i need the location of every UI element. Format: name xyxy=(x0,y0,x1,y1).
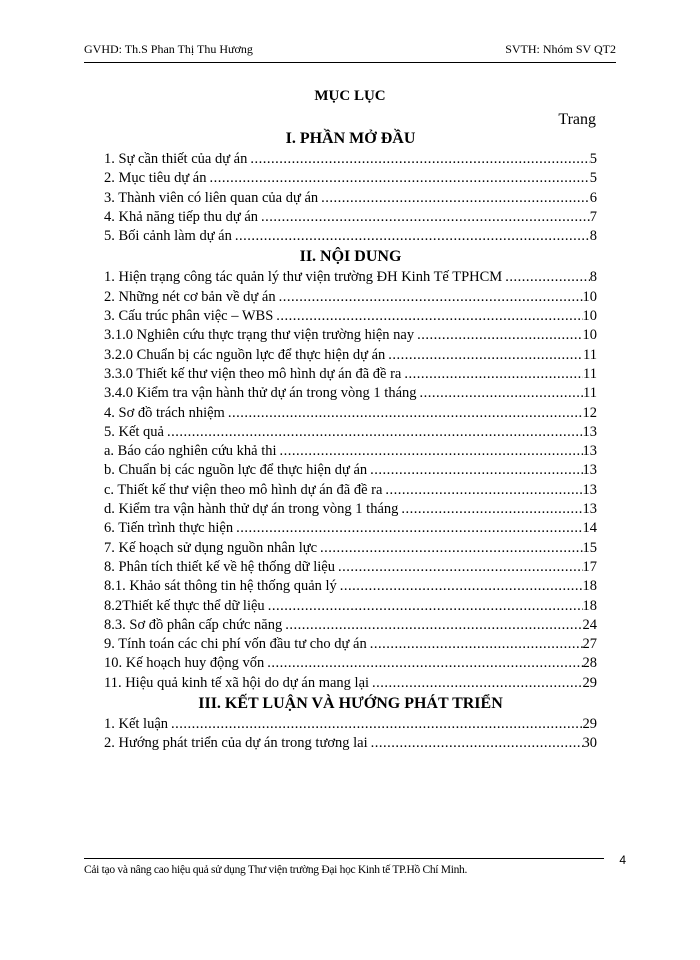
toc-entry-title: 7. Kế hoạch sử dụng nguồn nhân lực xyxy=(104,539,318,556)
toc-entry-title: 3.4.0 Kiểm tra vận hành thử dự án trong vòng 1 tháng xyxy=(104,385,417,402)
toc-entry-title: c. Thiết kế thư viện theo mô hình dự án đã đề ra xyxy=(104,481,383,498)
toc-entry-title: 6. Tiến trình thực hiện xyxy=(104,520,234,537)
toc-entry-page: 11 xyxy=(583,346,597,363)
toc-entry[interactable] xyxy=(104,384,597,403)
toc-entry[interactable] xyxy=(104,227,597,246)
toc-entry-title: 8.2Thiết kế thực thể dữ liệu xyxy=(104,597,265,614)
dot-leader xyxy=(228,404,583,423)
toc-entry-title: 1. Sự cần thiết của dự án xyxy=(104,151,248,167)
dot-leader xyxy=(250,150,589,169)
toc-entry-title: 5. Bối cảnh làm dự án xyxy=(104,228,232,245)
toc-entry-page: 8 xyxy=(589,228,597,245)
toc-entry-page: 29 xyxy=(582,716,597,733)
toc-entry-title: 8.3. Sơ đồ phân cấp chức năng xyxy=(104,616,283,633)
dot-leader xyxy=(417,326,582,345)
toc-entry-title: d. Kiểm tra vận hành thử dự án trong vòng 1 tháng xyxy=(104,501,399,518)
toc-entry-page: 30 xyxy=(582,735,597,752)
dot-leader xyxy=(267,654,582,673)
toc-entry-title: 3.2.0 Chuẩn bị các nguồn lực để thực hiện dự án xyxy=(104,346,386,363)
toc-entry[interactable] xyxy=(104,461,597,480)
toc-entry[interactable] xyxy=(104,654,597,673)
toc-entry-page: 13 xyxy=(582,481,597,498)
dot-leader xyxy=(171,715,582,734)
toc-entry[interactable] xyxy=(104,500,597,519)
toc-entry-title: 8. Phân tích thiết kế về hệ thống dữ liệu xyxy=(104,558,335,575)
toc-entry-title: 3.3.0 Thiết kế thư viện theo mô hình dự án đã đề ra xyxy=(104,365,402,382)
toc-entry-page: 12 xyxy=(582,404,597,421)
toc-entry-page: 10 xyxy=(582,288,597,305)
dot-leader xyxy=(371,734,583,753)
toc-entry-page: 15 xyxy=(582,539,597,556)
toc-entry[interactable] xyxy=(104,539,597,558)
toc-entry[interactable] xyxy=(104,442,597,461)
toc-entry-page: 10 xyxy=(582,327,597,344)
toc-entry[interactable] xyxy=(104,481,597,500)
dot-leader xyxy=(338,558,583,577)
page-header xyxy=(84,42,616,60)
toc-entry-page: 11 xyxy=(583,385,597,402)
header-divider xyxy=(84,62,616,63)
toc-section-heading: II. NỘI DUNG xyxy=(299,248,402,266)
toc-entry-page: 27 xyxy=(582,636,597,653)
toc-entry[interactable] xyxy=(104,208,597,227)
toc-entry[interactable] xyxy=(104,307,597,326)
toc-entry-page: 6 xyxy=(589,189,597,206)
toc-entry[interactable] xyxy=(104,189,597,208)
toc-entry[interactable] xyxy=(104,423,597,442)
toc-entry-page: 24 xyxy=(582,616,597,633)
toc-entry[interactable] xyxy=(104,734,597,753)
toc-entry-title: 10. Kế hoạch huy động vốn xyxy=(104,655,265,672)
toc-entry-page: 10 xyxy=(582,308,597,325)
toc-entry[interactable] xyxy=(104,288,597,307)
dot-leader xyxy=(268,597,583,616)
dot-leader xyxy=(235,227,590,246)
dot-leader xyxy=(321,189,590,208)
toc-entry[interactable] xyxy=(104,558,597,577)
toc-section-heading: III. KẾT LUẬN VÀ HƯỚNG PHÁT TRIỂN xyxy=(198,695,503,713)
toc-entry[interactable] xyxy=(104,365,597,384)
toc-entry-title: 1. Kết luận xyxy=(104,716,169,733)
toc-entry-page: 13 xyxy=(582,462,597,479)
dot-leader xyxy=(401,500,582,519)
toc-entry[interactable] xyxy=(104,597,597,616)
dot-leader xyxy=(236,519,582,538)
dot-leader xyxy=(280,442,583,461)
toc-entry-title: 2. Những nét cơ bản về dự án xyxy=(104,288,276,305)
dot-leader xyxy=(388,346,583,365)
page-number: 4 xyxy=(619,853,626,867)
dot-leader xyxy=(420,384,584,403)
toc-entry[interactable] xyxy=(104,268,597,287)
footer-text: Cải tạo và nâng cao hiệu quả sử dụng Thư viện trường Đại học Kinh tế TP.Hồ Chí Minh. xyxy=(84,864,468,876)
toc-entry-page: 5 xyxy=(589,170,597,187)
toc-entry-title: b. Chuẩn bị các nguồn lực để thực hiện dự án xyxy=(104,462,368,479)
toc-entry-title: 2. Mục tiêu dự án xyxy=(104,170,207,187)
toc-entry-title: a. Báo cáo nghiên cứu khả thi xyxy=(104,443,277,460)
toc-title: MỤC LỤC xyxy=(314,88,386,104)
toc-entry-title: 4. Sơ đồ trách nhiệm xyxy=(104,404,225,421)
toc-entry-page: 28 xyxy=(582,655,597,672)
toc-entry-title: 3. Thành viên có liên quan của dự án xyxy=(104,189,319,206)
toc-entry-page: 18 xyxy=(582,597,597,614)
toc-entry[interactable] xyxy=(104,674,597,693)
toc-entry-page: 29 xyxy=(582,674,597,691)
dot-leader xyxy=(372,674,582,693)
toc-entry-page: 13 xyxy=(582,423,597,440)
table-of-contents xyxy=(104,128,597,754)
toc-entry-title: 3. Cấu trúc phân việc – WBS xyxy=(104,308,274,325)
dot-leader xyxy=(385,481,582,500)
toc-entry-title: 1. Hiện trạng công tác quản lý thư viện trường ĐH Kinh Tế TPHCM xyxy=(104,269,503,286)
dot-leader xyxy=(505,268,590,287)
dot-leader xyxy=(370,635,583,654)
toc-entry[interactable] xyxy=(104,715,597,734)
dot-leader xyxy=(261,208,590,227)
toc-entry-page: 11 xyxy=(583,365,597,382)
toc-entry-page: 17 xyxy=(582,558,597,575)
toc-entry-page: 8 xyxy=(589,269,597,286)
toc-entry[interactable] xyxy=(104,169,597,188)
toc-entry-title: 11. Hiệu quả kinh tế xã hội do dự án mang lại xyxy=(104,674,370,691)
toc-entry-title: 9. Tính toán các chi phí vốn đầu tư cho dự án xyxy=(104,636,367,653)
toc-entry[interactable] xyxy=(104,635,597,654)
dot-leader xyxy=(210,169,590,188)
toc-entry-title: 5. Kết quả xyxy=(104,423,164,440)
toc-entry[interactable] xyxy=(104,404,597,423)
toc-entry-page: 14 xyxy=(582,520,597,537)
toc-entry[interactable] xyxy=(104,150,597,169)
footer-divider xyxy=(84,858,604,859)
dot-leader xyxy=(276,307,582,326)
toc-entry-page: 13 xyxy=(582,501,597,518)
dot-leader xyxy=(370,461,582,480)
dot-leader xyxy=(340,577,583,596)
toc-entry-title: 8.1. Khảo sát thông tin hệ thống quản lý xyxy=(104,578,337,595)
toc-entry-page: 18 xyxy=(582,578,597,595)
toc-section-heading: I. PHẦN MỞ ĐẦU xyxy=(285,130,416,147)
toc-entry[interactable] xyxy=(104,519,597,538)
toc-entry-page: 7 xyxy=(589,208,597,225)
toc-entry-page: 5 xyxy=(589,151,597,167)
dot-leader xyxy=(279,288,583,307)
dot-leader xyxy=(167,423,583,442)
toc-entry[interactable] xyxy=(104,616,597,635)
dot-leader xyxy=(320,539,582,558)
toc-entry-title: 3.1.0 Nghiên cứu thực trạng thư viện trường hiện nay xyxy=(104,327,415,344)
header-students: SVTH: Nhóm SV QT2 xyxy=(505,42,616,56)
header-instructor: GVHD: Th.S Phan Thị Thu Hương xyxy=(84,42,253,56)
toc-entry[interactable] xyxy=(104,577,597,596)
toc-entry-page: 13 xyxy=(582,443,597,460)
toc-entry-title: 2. Hướng phát triển của dự án trong tương lai xyxy=(104,735,368,752)
toc-entry-title: 4. Khả năng tiếp thu dự án xyxy=(104,208,259,225)
toc-entry[interactable] xyxy=(104,326,597,345)
dot-leader xyxy=(404,365,583,384)
page-column-label: Trang xyxy=(558,111,596,128)
dot-leader xyxy=(285,616,582,635)
toc-entry[interactable] xyxy=(104,346,597,365)
